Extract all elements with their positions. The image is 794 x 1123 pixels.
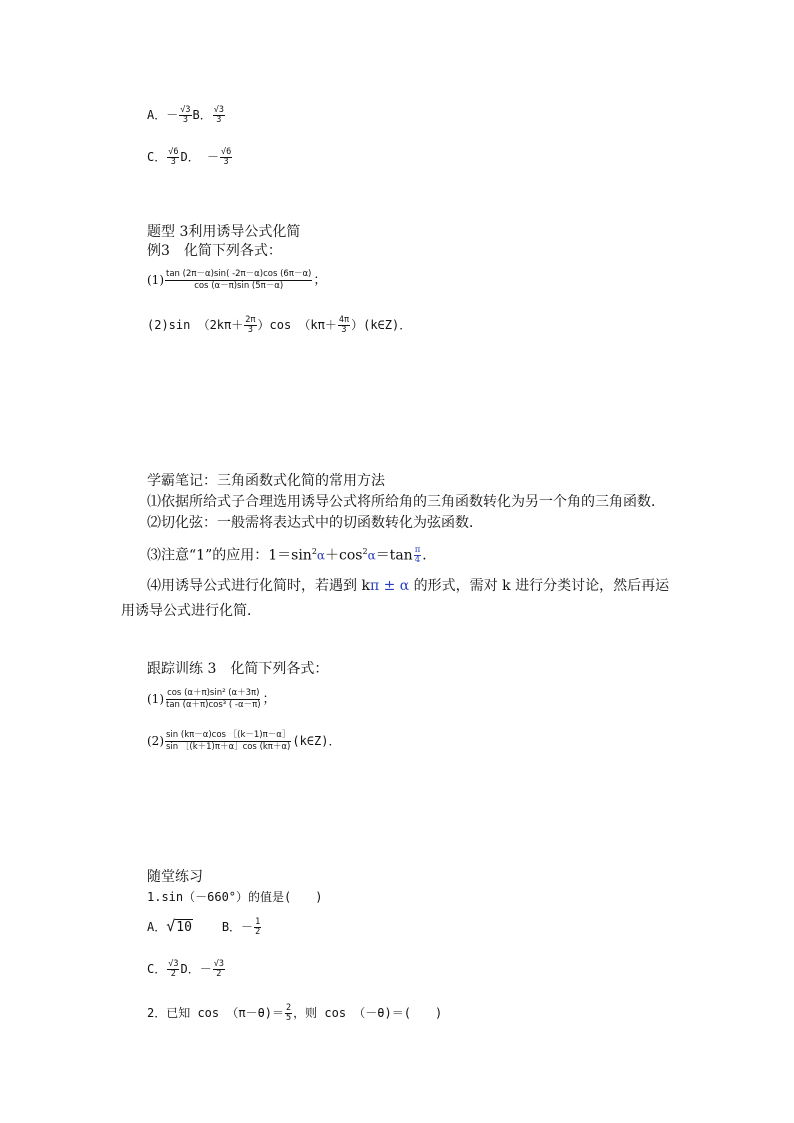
sqrt-expression: √10: [166, 917, 192, 935]
practice-item-1: (1) $\frac{\text{cos (α＋π)sin² (α＋3π)}}{\text{tan (α＋π)cos³ ( -α－π)}}$ ；: [147, 688, 276, 710]
option-row-cd: [147, 148, 233, 167]
fraction: $\frac{2\pi}{3}$: [245, 315, 256, 335]
option-d-label: D．－: [180, 962, 212, 976]
notes-item-2: ⑵切化弦：一般需将表达式中的切函数转化为弦函数．: [147, 515, 483, 531]
minus-sign: －: [166, 108, 179, 122]
notes-item-4: ⑷用诱导公式进行化简时，若遇到 kπ ± α 的形式，需对 k 进行分类讨论，然后再运: [147, 578, 670, 594]
fraction: $\frac{√3}{3}$: [180, 105, 191, 125]
classroom-title: 随堂练习: [147, 869, 203, 885]
practice-item-2: (2) $\frac{\sin (k\pi-\alpha)\cos [(k-1)\pi-\alpha]}{\sin [(k+1)\pi+\alpha]\cos (k\pi+\alpha)}$ (k∈Z)．: [147, 730, 341, 752]
fraction: $\frac{√3}{3}$: [213, 105, 224, 125]
option-b-label: B．－: [221, 920, 254, 934]
option-a-label: A．: [147, 108, 167, 122]
question-2: 2．已知 cos （π－θ)＝ $\frac{2}{5}$ ，则 cos （－θ)＝( ): [147, 1003, 443, 1023]
option-c-label: C．: [147, 150, 167, 164]
notes-item-1: ⑴依据所给式子合理选用诱导公式将所给角的三角函数转化为另一个角的三角函数．: [147, 494, 665, 510]
fraction: $\frac{\sin (k\pi-\alpha)\cos [(k-1)\pi-\alpha]}{\sin [(k+1)\pi+\alpha]\cos (k\pi+\alpha)}$: [166, 730, 291, 752]
fraction: $\frac{1}{2}$: [255, 917, 261, 937]
option-c-label: C．: [147, 962, 167, 976]
question-1-options-ab: [147, 918, 262, 937]
item-label: (1): [147, 273, 164, 287]
fraction: $\frac{√3}{2}$: [213, 959, 224, 979]
example-item-1: (1) $\frac{\tan (2\pi-\alpha)\sin( -2\pi-\alpha)\cos (6\pi-\alpha)}{\cos (\alpha-\pi)\sin (5\pi-\alpha)}$ ；: [147, 269, 327, 291]
fraction: $\frac{2}{5}$: [286, 1003, 292, 1023]
minus-sign: －: [206, 150, 219, 164]
option-b-label: B．: [192, 108, 212, 122]
example-heading: 例3 化简下列各式：: [147, 243, 282, 259]
option-a-label: A．: [147, 920, 167, 934]
notes-item-4-cont: 用诱导公式进行化简．: [121, 603, 261, 619]
question-1-options-cd: [147, 960, 226, 979]
fraction: $\frac{√6}{3}$: [168, 147, 179, 167]
option-d-label: D．: [180, 150, 200, 164]
fraction: $\frac{\pi}{4}$: [414, 545, 421, 566]
example-item-2: (2)sin （2kπ＋ $\frac{2\pi}{3}$ ）cos （kπ＋ $\frac{4\pi}{3}$ ）(k∈Z)．: [147, 315, 412, 335]
fraction: $\frac{4\pi}{3}$: [338, 315, 350, 335]
option-row-ab: [147, 106, 226, 125]
question-1: 1.sin（－660°）的值是( ): [147, 890, 323, 904]
notes-item-3: ⑶注意“1”的应用：$1=\sin^2\alpha+\cos^2\alpha=\tan$ $\frac{\pi}{4}$ ．: [147, 545, 437, 566]
notes-title: 学霸笔记：三角函数式化简的常用方法: [147, 473, 385, 489]
practice-title: 跟踪训练 3 化简下列各式：: [147, 661, 329, 677]
fraction: $\frac{\tan (2\pi-\alpha)\sin( -2\pi-\alpha)\cos (6\pi-\alpha)}{\cos (\alpha-\pi)\sin (5\pi-\alpha)}$: [166, 269, 312, 291]
section-title: 题型 3利用诱导公式化简: [147, 224, 301, 240]
fraction: $\frac{√3}{2}$: [168, 959, 179, 979]
fraction: $\frac{√6}{3}$: [220, 147, 232, 167]
fraction: $\frac{\text{cos (α＋π)sin² (α＋3π)}}{\text{tan (α＋π)cos³ ( -α－π)}}$: [166, 688, 261, 710]
